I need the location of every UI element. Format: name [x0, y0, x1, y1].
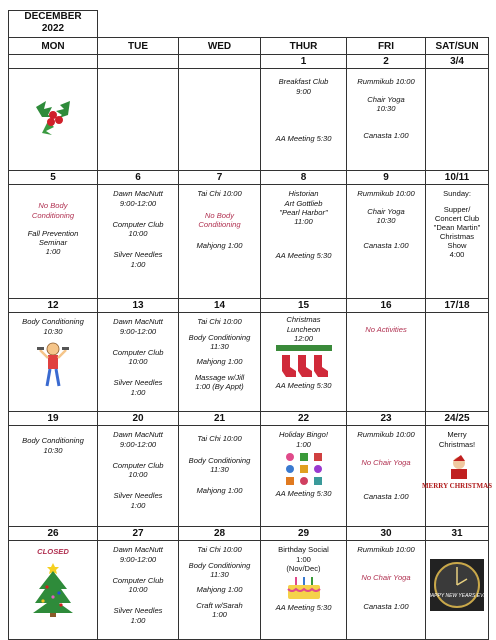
- date: 29: [261, 527, 347, 541]
- event: Rummikub 10:00: [357, 189, 415, 198]
- event-time: 9:00-12:00: [119, 439, 157, 449]
- day-cell: [179, 426, 261, 527]
- event: Christmas: [286, 315, 321, 324]
- christmas-tree-icon: [31, 561, 75, 617]
- event: Mahjong 1:00: [196, 241, 243, 250]
- event: Silver Needles: [113, 606, 163, 615]
- event: AA Meeting 5:30: [275, 488, 332, 498]
- day-cell: [179, 69, 261, 171]
- date: 14: [179, 299, 261, 313]
- stockings-icon: [276, 345, 332, 379]
- month-year: 2022: [41, 23, 65, 34]
- date: 26: [9, 527, 98, 541]
- day-cell: [98, 313, 179, 412]
- day-cell: [426, 185, 489, 299]
- day-cell: [179, 185, 261, 299]
- event-time: 1:00: [130, 500, 146, 510]
- event: No Chair Yoga: [361, 572, 411, 582]
- day-cell: [98, 426, 179, 527]
- date: [179, 55, 261, 69]
- date: 21: [179, 412, 261, 426]
- event-time: 11:30: [210, 570, 229, 579]
- day-cell: [261, 185, 347, 299]
- event: CLOSED: [37, 547, 69, 556]
- date: 12: [9, 299, 98, 313]
- date: 15: [261, 299, 347, 313]
- event: Body Conditioning: [188, 332, 251, 342]
- date: 1: [261, 55, 347, 69]
- header-wed: WED: [179, 38, 261, 55]
- merry-christmas-text: MERRY CHRISTMAS: [421, 481, 493, 490]
- day-cell: [9, 185, 98, 299]
- event: Silver Needles: [113, 250, 163, 259]
- day-cell: [261, 69, 347, 171]
- header-thur: THUR: [261, 38, 347, 55]
- event-time: 11:30: [210, 342, 229, 351]
- event-time: 9:00-12:00: [119, 198, 157, 208]
- event-time: 1:00 (By Appt): [195, 382, 244, 391]
- day-cell: [261, 426, 347, 527]
- event: Canasta 1:00: [363, 492, 409, 501]
- date: 13: [98, 299, 179, 313]
- event: Mahjong 1:00: [196, 486, 243, 495]
- day-cell: [9, 313, 98, 412]
- day-cell: [98, 185, 179, 299]
- new-years-clock-image: [427, 559, 487, 611]
- merry-christmas-santa-image: [421, 455, 493, 499]
- date: 17/18: [426, 299, 489, 313]
- event: Canasta 1:00: [363, 602, 409, 611]
- header-mon: MON: [9, 38, 98, 55]
- event-time: 10:00: [128, 470, 148, 479]
- event: Dawn MacNutt: [113, 317, 163, 326]
- event: Historian: [288, 189, 319, 198]
- date: 16: [347, 299, 426, 313]
- event-time: 10:00: [128, 229, 148, 238]
- event: Holiday Bingo!: [279, 430, 328, 439]
- event-time: 1:00: [130, 387, 146, 397]
- date: 22: [261, 412, 347, 426]
- event-time: 10:30: [376, 216, 396, 225]
- event-time: 10:30: [43, 445, 63, 455]
- event: AA Meeting 5:30: [275, 380, 332, 390]
- event: Concert Club: [434, 214, 480, 223]
- event: Tai Chi 10:00: [197, 189, 242, 198]
- event: No Chair Yoga: [361, 457, 411, 467]
- event-time: 10:30: [376, 104, 396, 113]
- month-title: [9, 11, 98, 38]
- date: 3/4: [426, 55, 489, 69]
- event: Merry: [447, 430, 467, 439]
- event: Tai Chi 10:00: [197, 545, 242, 554]
- event: Luncheon: [286, 324, 321, 334]
- event: AA Meeting 5:30: [275, 250, 332, 260]
- day-cell: [426, 69, 489, 171]
- date: 27: [98, 527, 179, 541]
- event-time: 1:00: [212, 610, 227, 619]
- day-cell: [347, 313, 426, 412]
- event: AA Meeting 5:30: [275, 133, 332, 143]
- event: No Body: [204, 210, 235, 220]
- event: Computer Club: [112, 460, 164, 470]
- event-time: 1:00: [296, 439, 311, 449]
- event: Show: [447, 241, 467, 250]
- day-cell: [421, 426, 493, 527]
- calendar: [8, 10, 493, 636]
- event: Body Conditioning: [22, 436, 84, 445]
- event: Mahjong 1:00: [196, 357, 243, 366]
- event: AA Meeting 5:30: [275, 602, 332, 612]
- event-time: 11:00: [294, 216, 313, 226]
- date: 10/11: [426, 171, 489, 185]
- event: Rummikub 10:00: [357, 77, 415, 86]
- event: Dawn MacNutt: [113, 545, 163, 554]
- event-time: 9:00-12:00: [119, 554, 157, 564]
- event: Chair Yoga: [367, 206, 405, 216]
- day-cell: [347, 541, 426, 640]
- event-time: 10:00: [128, 585, 148, 594]
- event-time: 12:00: [293, 333, 313, 343]
- day-cell: [9, 69, 98, 171]
- exercise-person-icon: [36, 340, 70, 390]
- weekday-header: [9, 38, 489, 55]
- event-time: 1:00: [130, 259, 146, 269]
- date: 5: [9, 171, 98, 185]
- holly-icon: [28, 87, 78, 137]
- day-cell: [179, 313, 261, 412]
- date: 7: [179, 171, 261, 185]
- event: Mahjong 1:00: [196, 585, 243, 594]
- date: [9, 55, 98, 69]
- event: Conditioning: [31, 210, 75, 220]
- day-cell: [98, 69, 179, 171]
- event-time: 10:30: [43, 326, 63, 336]
- event: Body Conditioning: [22, 317, 84, 326]
- event: Tai Chi 10:00: [197, 434, 242, 443]
- day-cell: [347, 69, 426, 171]
- event: No Activities: [365, 325, 407, 334]
- bingo-icons: [284, 451, 324, 487]
- event: Silver Needles: [113, 378, 163, 387]
- event: Computer Club: [112, 575, 164, 585]
- date: 23: [347, 412, 426, 426]
- event: Rummikub 10:00: [357, 545, 415, 554]
- event: Canasta 1:00: [363, 131, 409, 140]
- day-cell: [426, 541, 489, 640]
- event: Dawn MacNutt: [113, 430, 163, 439]
- day-cell: [347, 426, 426, 527]
- date: 20: [98, 412, 179, 426]
- header-satsun: SAT/SUN: [426, 38, 489, 55]
- date: 9: [347, 171, 426, 185]
- event: "Pearl Harbor": [279, 207, 328, 217]
- event: Rummikub 10:00: [357, 430, 415, 439]
- date: 2: [347, 55, 426, 69]
- event: Silver Needles: [113, 491, 163, 500]
- day-cell: [261, 313, 347, 412]
- event: Craft w/Sarah: [196, 600, 243, 610]
- date: 8: [261, 171, 347, 185]
- event: Tai Chi 10:00: [197, 317, 242, 326]
- day-cell: [426, 313, 489, 412]
- birthday-cake-icon: [284, 575, 324, 601]
- header-fri: FRI: [347, 38, 426, 55]
- event: Christmas: [439, 232, 475, 241]
- event: "Dean Martin": [433, 223, 481, 232]
- day-cell: [347, 185, 426, 299]
- date: 30: [347, 527, 426, 541]
- day-cell: [9, 426, 98, 527]
- event-time: 11:30: [210, 465, 229, 474]
- event: Computer Club: [112, 347, 164, 357]
- event: Birthday Social: [278, 545, 329, 554]
- event: (Nov/Dec): [286, 563, 321, 573]
- day-cell: [261, 541, 347, 640]
- event-time: 10:00: [128, 357, 148, 366]
- event: Chair Yoga: [367, 94, 405, 104]
- event-time: 1:00: [296, 554, 311, 564]
- date: 28: [179, 527, 261, 541]
- event-time: 1:00: [130, 615, 146, 625]
- date: 6: [98, 171, 179, 185]
- day-cell: [9, 541, 98, 640]
- day-cell: [98, 541, 179, 640]
- event: Fall Prevention: [27, 228, 79, 238]
- event-time: 1:00: [45, 247, 61, 256]
- day-cell: [179, 541, 261, 640]
- header-tue: TUE: [98, 38, 179, 55]
- date: 24/25: [426, 412, 489, 426]
- event: No Body: [38, 201, 68, 210]
- event: Supper/: [443, 204, 471, 214]
- event: Dawn MacNutt: [113, 189, 163, 198]
- event: Computer Club: [112, 219, 164, 229]
- month-name: DECEMBER: [24, 11, 82, 22]
- event: Canasta 1:00: [363, 241, 409, 250]
- event: Massage w/Jill: [194, 372, 245, 382]
- date: 31: [426, 527, 489, 541]
- date: 19: [9, 412, 98, 426]
- new-years-text: HAPPY NEW YEARS EVE: [427, 593, 487, 599]
- event: Conditioning: [198, 220, 241, 229]
- event: Breakfast Club: [278, 77, 329, 86]
- event-time: 4:00: [449, 250, 465, 259]
- event-time: 9:00-12:00: [119, 326, 157, 336]
- event-time: 9:00: [296, 86, 311, 96]
- date: [98, 55, 179, 69]
- event: Sunday:: [443, 189, 471, 198]
- event: Body Conditioning: [188, 560, 251, 570]
- event: Art Gottlieb: [284, 198, 323, 208]
- event: Body Conditioning: [188, 455, 251, 465]
- event: Seminar: [38, 238, 68, 247]
- event: Christmas!: [438, 439, 476, 449]
